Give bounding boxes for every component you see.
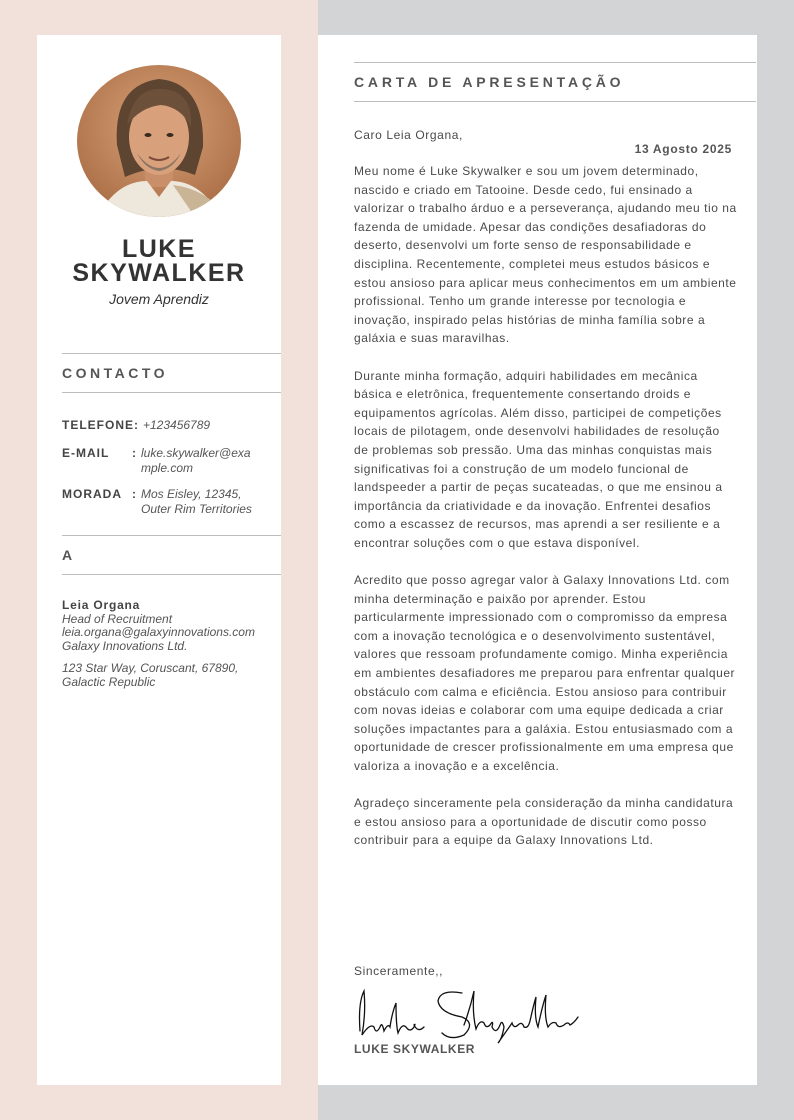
closing: Sinceramente,,	[354, 964, 444, 978]
contact-heading-bar	[62, 353, 281, 393]
address-value	[141, 487, 252, 517]
recipient-address-line-1: 123 Star Way, Coruscant, 67890,	[62, 661, 239, 675]
name-line-1: LUKE	[121, 235, 197, 263]
contact-heading: CONTACTO	[62, 365, 169, 381]
sidebar	[37, 35, 281, 1085]
phone-value: +123456789	[143, 418, 211, 432]
recipient-email[interactable]: leia.organa@galaxyinnovations.com	[62, 625, 255, 639]
paragraph: Durante minha formação, adquiri habilidades em mecânica básica e eletrônica, frequentemente consertando droids e equipamentos agrícolas. Além disso, participei de competições locais de pilotagem, onde desenvolvi habilidades de resolução de problemas sob pressão. Uma das minhas conquistas mais significativas foi a construção de um modelo funcional de landspeeder a partir de peças sucateadas, o que me ensinou a importância da criatividade e da inovação. Enfrentei desafios como a escassez de recursos, mas aprendi a ser resiliente e a encontrar soluções com o que estava disponível.	[354, 368, 723, 550]
paragraph: Meu nome é Luke Skywalker e sou um jovem determinado, nascido e criado em Tatooine. Desde cedo, fui ensinado a valorizar o trabalho árduo e a perseverança, ajudando meu tio na fazenda de umidade. Apesar das condições desafiadoras do deserto, desenvolvi um forte senso de responsabilidade e disciplina. Recentemente, completei meus estudos básicos e estou ansioso para aplicar meus conhecimentos em um ambiente profissional. Tenho um grande interesse por tecnologia e inovação, inspirado pelas histórias de minha família sobre a galáxia e suas maravilhas.	[354, 164, 737, 346]
letter-date: 13 Agosto 2025	[634, 142, 732, 156]
recipient-company: Galaxy Innovations Ltd.	[62, 638, 188, 653]
letter-body	[354, 162, 738, 869]
email-label: E-MAIL	[62, 446, 110, 460]
recipient-heading-bar	[62, 535, 281, 575]
letter-panel	[318, 35, 757, 1085]
address-colon: :	[132, 487, 136, 501]
name-line-2: SKYWALKER	[72, 259, 246, 287]
address-label: MORADA	[62, 487, 122, 501]
paragraph: Acredito que posso agregar valor à Galaxy Innovations Ltd. com minha determinação e paixão por aprender. Estou particularmente impressionado com o compromisso da empresa com a inovação tecnológica e o desenvolvimento sustentável, valores que ressoam profundamente comigo. Minha experiência em ambientes desafiadores me preparou para enfrentar qualquer obstáculo com calma e eficiência. Estou ansioso para contribuir com novas ideias e colaborar com uma equipe dedicada a criar soluções impactantes para a galáxia. Estou entusiasmado com a oportunidade de crescer profissionalmente em uma empresa que valoriza a inovação e a excelência.	[354, 573, 736, 773]
recipient-title: Head of Recruitment	[62, 611, 173, 626]
recipient-address-line-2: Galactic Republic	[62, 674, 156, 689]
email-line-1: luke.skywalker@exa	[141, 446, 251, 460]
email-colon: :	[132, 446, 136, 460]
letter-title: CARTA DE APRESENTAÇÃO	[354, 74, 625, 90]
address-line-1: Mos Eisley, 12345,	[141, 487, 242, 501]
recipient-name: Leia Organa	[62, 598, 141, 612]
recipient-heading: A	[62, 547, 76, 563]
profile-photo	[77, 65, 241, 217]
signed-name: LUKE SKYWALKER	[354, 1042, 476, 1056]
email-line-2: mple.com	[141, 461, 194, 475]
salutation: Caro Leia Organa,	[354, 128, 463, 142]
address-line-2: Outer Rim Territories	[141, 502, 252, 516]
recipient-block	[62, 599, 277, 689]
email-value[interactable]	[141, 446, 251, 476]
phone-label: TELEFONE:	[62, 418, 139, 432]
job-title: Jovem Aprendiz	[109, 291, 209, 307]
paragraph: Agradeço sinceramente pela consideração da minha candidatura e estou ansioso para a oportunidade de discutir como posso contribuir para a equipe da Galaxy Innovations Ltd.	[354, 796, 734, 848]
letter-title-bar	[354, 62, 756, 102]
